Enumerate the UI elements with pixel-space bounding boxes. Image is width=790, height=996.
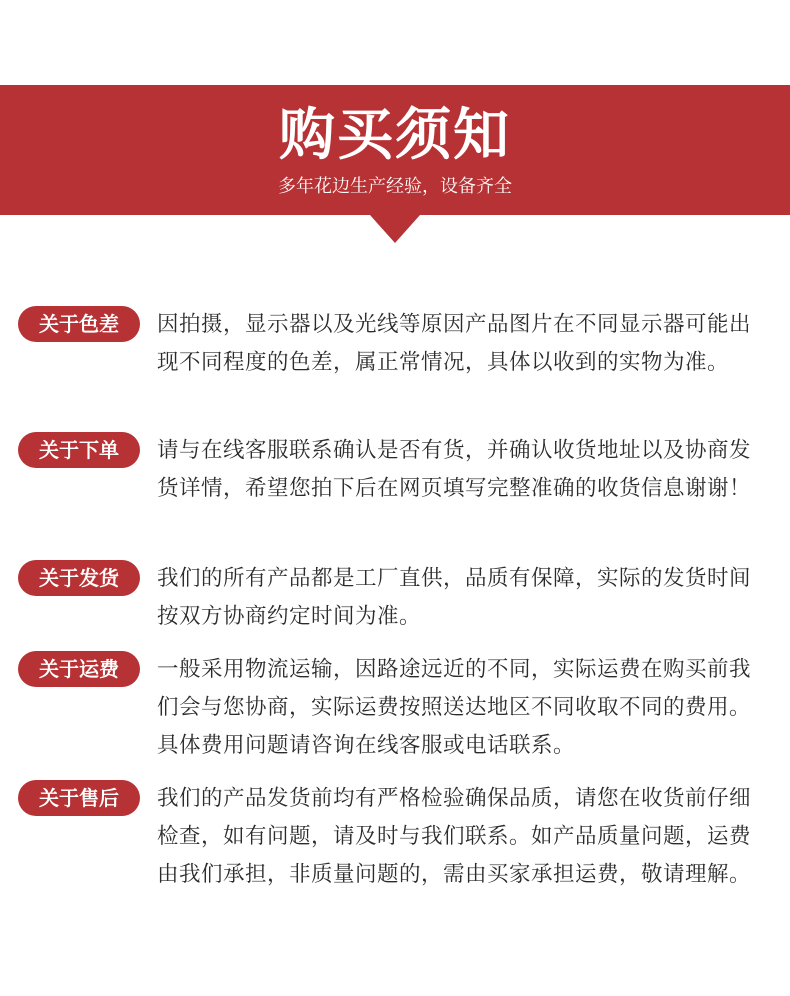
page-title: 购买须知 <box>279 103 511 168</box>
section-tag: 关于发货 <box>18 560 140 596</box>
page-subtitle: 多年花边生产经验，设备齐全 <box>278 176 512 197</box>
section-text: 我们的产品发货前均有严格检验确保品质，请您在收货前仔细检查，如有问题，请及时与我们联系。如产品质量问题，运费由我们承担，非质量问题的，需由买家承担运费，敬请理解。 <box>157 786 752 887</box>
section-text: 请与在线客服联系确认是否有货，并确认收货地址以及协商发货详情，希望您拍下后在网页填写完整准确的收货信息谢谢！ <box>157 438 752 501</box>
section-tag: 关于运费 <box>18 651 140 687</box>
section-tag: 关于售后 <box>18 780 140 816</box>
section-text: 我们的所有产品都是工厂直供，品质有保障，实际的发货时间按双方协商约定时间为准。 <box>157 566 752 629</box>
section-tag: 关于下单 <box>18 432 140 468</box>
section-text: 因拍摄，显示器以及光线等原因产品图片在不同显示器可能出现不同程度的色差，属正常情况，具体以收到的实物为准。 <box>157 312 752 375</box>
banner-pointer <box>370 215 420 243</box>
section-text: 一般采用物流运输，因路途远近的不同，实际运费在购买前我们会与您协商，实际运费按照送达地区不同收取不同的费用。具体费用问题请咨询在线客服或电话联系。 <box>157 657 752 758</box>
section-tag: 关于色差 <box>18 306 140 342</box>
